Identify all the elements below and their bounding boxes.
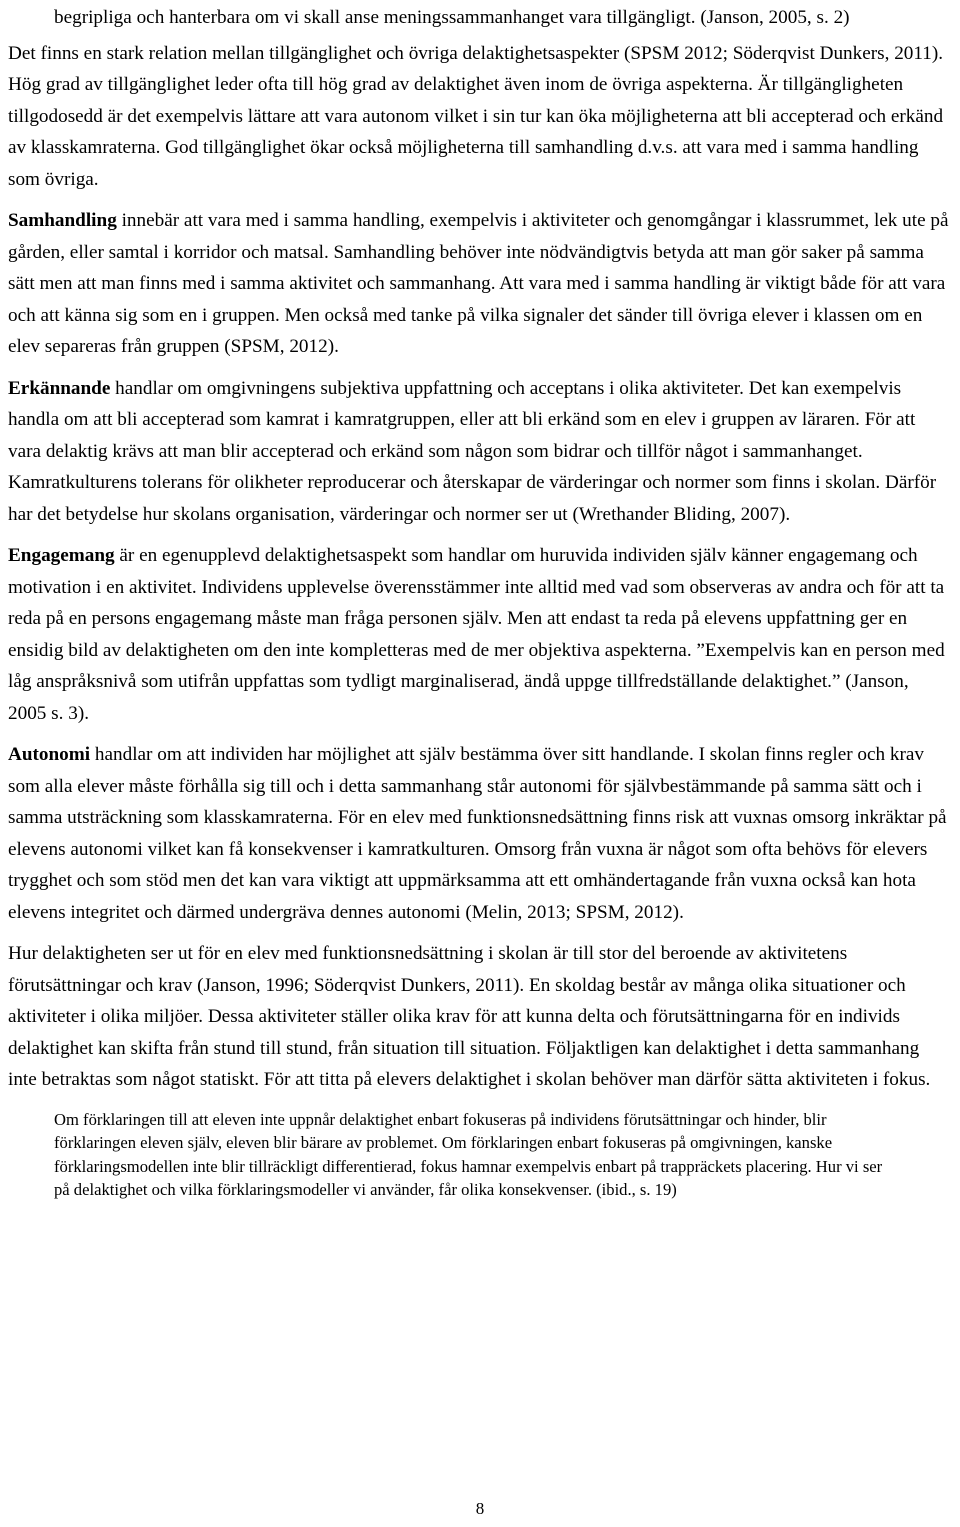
engagemang-text: är en egenupplevd delaktighetsaspekt som handlar om huruvida individen själv känner engagemang och motivation i en aktivitet. Individens upplevelse överensstämmer inte alltid med vad som observeras av andra och för att ta reda på en persons engagemang måste man fråga personen själv. Men att endast ta reda på elevens uppfattning ger en ensidig bild av delaktigheten om den inte kompletteras med de mer objektiva aspekterna. ”Exempelvis kan en person med låg anspråksnivå som utifrån uppfattas som tydligt marginaliserad, ändå uppge tillfredställande delaktighet.” (Janson, 2005 s. 3).: [8, 545, 945, 724]
term-erkannande: Erkännande: [8, 377, 111, 399]
page-number: 8: [475, 1499, 485, 1518]
paragraph-autonomi: [8, 739, 950, 928]
document-page: [0, 2, 960, 1527]
paragraph-aktivitet: Hur delaktigheten ser ut för en elev med funktionsnedsättning i skolan är till stor del beroende av aktivitetens förutsättningar och krav (Janson, 1996; Söderqvist Dunkers, 2011). En skoldag består av många olika situationer och aktiviteter i olika miljöer. Dessa aktiviteter ställer olika krav för att kunna delta och förutsättningarna för en individs delaktighet kan skifta från stund till stund, från situation till situation. Följaktligen kan delaktighet i detta sammanhang inte betraktas som något statiskt. För att titta på elevers delaktighet i skolan behöver man därför sätta aktiviteten i fokus.: [8, 943, 931, 1090]
paragraph-erkannande: [8, 373, 950, 531]
erkannande-text: handlar om omgivningens subjektiva uppfattning och acceptans i olika aktiviteter. Det kan exempelvis handla om att bli accepterad som kamrat i kamratgruppen, eller att bli erkänd som en elev i gruppen av läraren. För att vara delaktig krävs att man blir accepterad och erkänd som någon som bidrar och tillför något i sammanhanget. Kamratkulturens tolerans för olikheter reproducerar och återskapar de värderingar och normer som finns i skolan. Därför har det betydelse hur skolans organisation, värderingar och normer ser ut (Wrethander Bliding, 2007).: [8, 377, 937, 525]
autonomi-text: handlar om att individen har möjlighet att själv bestämma över sitt handlande. I skolan finns regler och krav som alla elever måste förhålla sig till och i detta sammanhang står autonomi för självbestämmande på samma sätt och i samma utsträckning som klasskamraterna. För en elev med funktionsnedsättning finns risk att vuxnas omsorg inkräktar på elevens autonomi vilket kan få konsekvenser i kamratkulturen. Omsorg från vuxna är något som ofta behövs för elevers trygghet och som stöd men det kan vara viktigt att uppmärksamma att ett omhändertagande från vuxna också kan hota elevens integritet och därmed undergräva dennes autonomi (Melin, 2013; SPSM, 2012).: [8, 744, 947, 923]
paragraph-samhandling: [8, 205, 950, 363]
samhandling-text: innebär att vara med i samma handling, exempelvis i aktiviteter och genomgångar i klassrummet, lek ute på gården, eller samtal i korridor och matsal. Samhandling behöver inte nödvändigtvis betyda att man gör saker på samma sätt men att man finns med i samma aktivitet och sammanhang. Att vara med i samma handling är viktigt både för att vara och att känna sig som en i gruppen. Men också med tanke på vilka signaler det sänder till övriga elever i klassen om en elev separeras från gruppen (SPSM, 2012).: [8, 210, 949, 357]
paragraph-tillganglighet: Det finns en stark relation mellan tillgänglighet och övriga delaktighetsaspekter (SPSM 2012; Söderqvist Dunkers, 2011). Hög grad av tillgänglighet leder ofta till hög grad av delaktighet även inom de övriga aspekterna. Är tillgängligheten tillgodosedd är det exempelvis lättare att vara autonom vilket i sin tur kan öka möjligheterna att bli accepterad och erkänd av klasskamraterna. God tillgänglighet ökar också möjligheterna till samhandling d.v.s. att vara med i samma handling som övriga.: [8, 42, 944, 190]
term-samhandling: Samhandling: [8, 210, 117, 231]
block-quote: Om förklaringen till att eleven inte uppnår delaktighet enbart fokuseras på individens förutsättningar och hinder, blir förklaringen eleven själv, eleven blir bärare av problemet. Om förklaringen enbart fokuseras på omgivningen, kanske förklaringsmodellen inte blir tillräckligt differentierad, fokus hamnar exempelvis enbart på trappräckets placering. Hur vi ser på delaktighet och vilka förklaringsmodeller vi använder, får olika konsekvenser. (ibid., s. 19): [54, 1109, 883, 1200]
term-engagemang: Engagemang: [8, 545, 115, 566]
paragraph-quote-continuation: begripliga och hanterbara om vi skall anse meningssammanhanget vara tillgängligt. (Janson, 2005, s. 2): [54, 7, 850, 28]
paragraph-engagemang: [8, 540, 950, 729]
term-autonomi: Autonomi: [8, 744, 91, 765]
